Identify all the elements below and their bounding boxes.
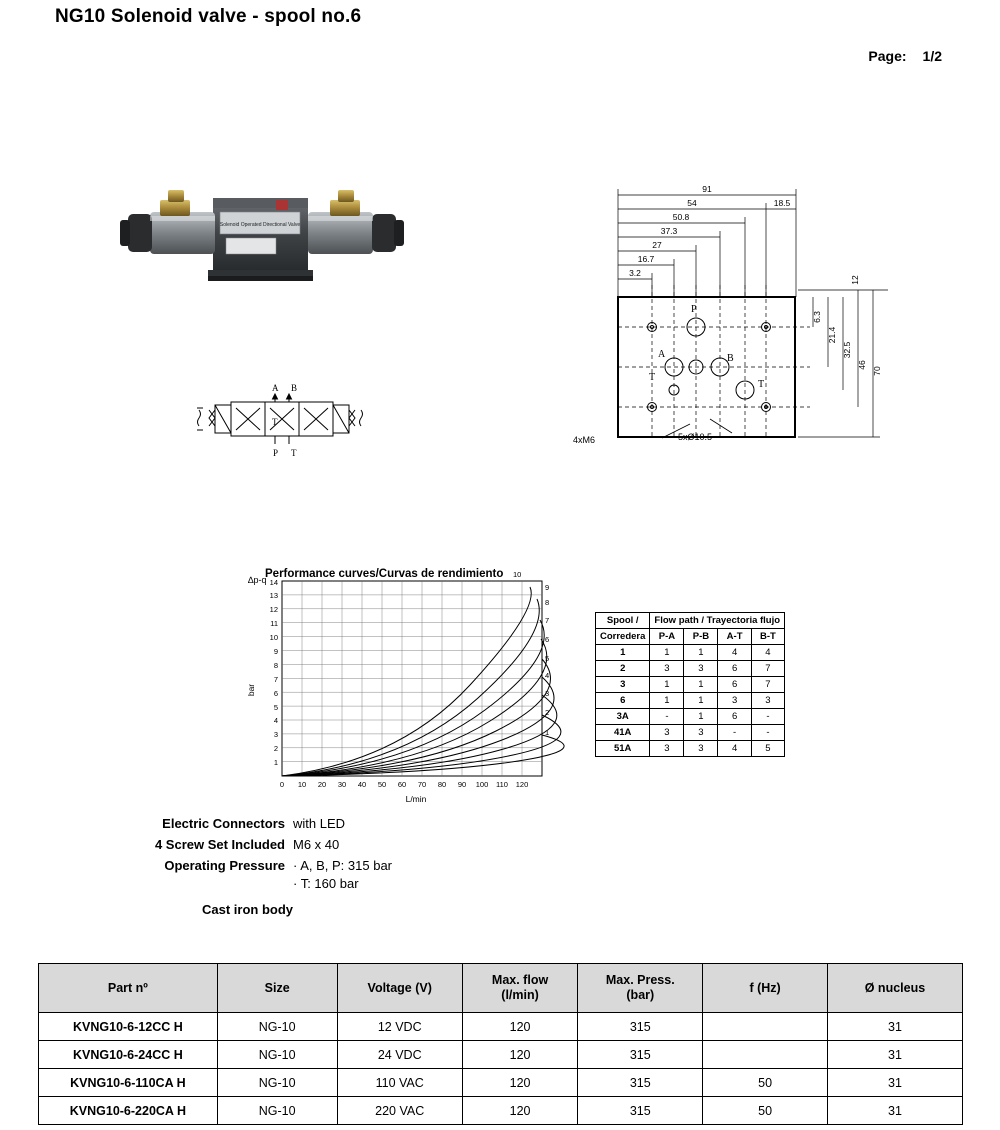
svg-text:80: 80	[437, 780, 447, 789]
parts-table-header-row	[39, 964, 963, 1013]
cell-at: 6	[718, 677, 751, 693]
col-pb: P-B	[684, 629, 718, 645]
cell-press: 315	[578, 1041, 703, 1069]
svg-text:5: 5	[545, 654, 550, 663]
cell-nucleus: 31	[827, 1041, 962, 1069]
cell-at: 6	[718, 709, 751, 725]
svg-text:50.8: 50.8	[672, 212, 690, 222]
page-number-label: Page:	[868, 48, 907, 64]
cell-size: NG-10	[217, 1041, 337, 1069]
table-row	[596, 709, 785, 725]
cell-pa: 1	[650, 693, 684, 709]
svg-text:40: 40	[357, 780, 367, 789]
svg-text:5: 5	[273, 703, 278, 712]
svg-text:100: 100	[475, 780, 489, 789]
cell-flow: 120	[462, 1069, 577, 1097]
spec-operating-pressure	[0, 857, 560, 893]
col-pa: P-A	[650, 629, 684, 645]
table-row	[39, 1041, 963, 1069]
spool-id: 1	[596, 645, 650, 661]
svg-text:T: T	[758, 379, 765, 390]
product-photo	[108, 160, 428, 285]
cell-bt: 7	[751, 661, 784, 677]
cell-pa: 1	[650, 677, 684, 693]
cell-pb: 1	[684, 709, 718, 725]
col-size: Size	[217, 964, 337, 1013]
dimension-drawing	[570, 175, 910, 445]
svg-text:12: 12	[269, 605, 278, 614]
svg-text:4xM6: 4xM6	[573, 435, 596, 445]
svg-text:2: 2	[545, 708, 550, 717]
svg-text:2: 2	[273, 744, 278, 753]
svg-text:T: T	[272, 417, 278, 427]
spec-label: Operating Pressure	[164, 858, 285, 873]
cell-pb: 1	[684, 645, 718, 661]
table-row	[596, 725, 785, 741]
cell-bt: 7	[751, 677, 784, 693]
cell-part-no: KVNG10-6-12CC H	[39, 1013, 218, 1041]
spool-header: Spool /	[596, 613, 650, 629]
svg-text:13: 13	[269, 591, 278, 600]
svg-text:12: 12	[850, 275, 860, 285]
table-row	[596, 693, 785, 709]
svg-text:3: 3	[545, 689, 550, 698]
cell-nucleus: 31	[827, 1013, 962, 1041]
svg-text:120: 120	[515, 780, 529, 789]
svg-text:110: 110	[496, 780, 508, 789]
svg-text:L/min: L/min	[405, 794, 427, 804]
cell-size: NG-10	[217, 1097, 337, 1125]
svg-text:3.2: 3.2	[629, 268, 641, 278]
spool-id: 6	[596, 693, 650, 709]
parts-table	[38, 963, 963, 1125]
spool-id: 2	[596, 661, 650, 677]
table-row	[39, 1069, 963, 1097]
spec-value-line: with LED	[293, 816, 346, 831]
svg-text:1: 1	[273, 758, 278, 767]
svg-text:27: 27	[652, 240, 662, 250]
svg-text:9: 9	[545, 583, 550, 592]
svg-text:50: 50	[377, 780, 387, 789]
cell-pb: 3	[684, 741, 718, 757]
page-number	[868, 48, 942, 64]
svg-text:B: B	[291, 383, 298, 393]
cell-at: 4	[718, 645, 751, 661]
cell-press: 315	[578, 1069, 703, 1097]
svg-text:70: 70	[417, 780, 427, 789]
svg-text:21.4: 21.4	[827, 326, 837, 344]
spool-flow-path-table	[595, 612, 785, 757]
svg-text:8: 8	[545, 598, 550, 607]
svg-text:90: 90	[457, 780, 467, 789]
cell-freq	[703, 1041, 828, 1069]
cell-pa: 1	[650, 645, 684, 661]
cell-bt: 3	[751, 693, 784, 709]
col-bt: B-T	[751, 629, 784, 645]
svg-text:6: 6	[273, 689, 278, 698]
cell-size: NG-10	[217, 1069, 337, 1097]
cell-at: 3	[718, 693, 751, 709]
cell-bt: 4	[751, 645, 784, 661]
cell-nucleus: 31	[827, 1069, 962, 1097]
cell-pa: -	[650, 709, 684, 725]
spec-value-line: · T: 160 bar	[293, 876, 359, 891]
table-row	[596, 741, 785, 757]
col-voltage: Voltage (V)	[337, 964, 462, 1013]
cell-pb: 3	[684, 725, 718, 741]
svg-text:6.3: 6.3	[812, 311, 822, 323]
svg-text:30: 30	[337, 780, 347, 789]
svg-text:11: 11	[270, 619, 278, 628]
spool-id: 51A	[596, 741, 650, 757]
svg-text:A: A	[272, 383, 279, 393]
cell-nucleus: 31	[827, 1097, 962, 1125]
cell-freq: 50	[703, 1069, 828, 1097]
cell-part-no: KVNG10-6-220CA H	[39, 1097, 218, 1125]
spec-electric-connectors	[0, 815, 560, 833]
col-at: A-T	[718, 629, 751, 645]
cell-pa: 3	[650, 725, 684, 741]
cell-part-no: KVNG10-6-110CA H	[39, 1069, 218, 1097]
svg-text:7: 7	[273, 675, 278, 684]
col-part-no: Part nº	[39, 964, 218, 1013]
svg-text:54: 54	[687, 198, 697, 208]
spec-label: 4 Screw Set Included	[154, 837, 285, 852]
svg-text:0: 0	[279, 780, 285, 789]
cell-pb: 1	[684, 693, 718, 709]
svg-text:A: A	[658, 349, 666, 360]
specifications-list	[0, 815, 560, 896]
cell-bt: -	[751, 725, 784, 741]
cell-voltage: 12 VDC	[337, 1013, 462, 1041]
svg-text:70: 70	[872, 366, 882, 376]
svg-text:91: 91	[702, 184, 712, 194]
performance-chart-title: Performance curves/Curvas de rendimiento	[265, 568, 504, 580]
svg-text:B: B	[727, 353, 734, 364]
svg-text:14: 14	[269, 578, 278, 587]
spool-subheader: Corredera	[596, 629, 650, 645]
svg-text:6: 6	[545, 635, 550, 644]
spec-value	[293, 857, 392, 893]
svg-text:4: 4	[545, 671, 550, 680]
svg-text:10: 10	[513, 570, 522, 579]
cell-at: 4	[718, 741, 751, 757]
cell-freq: 50	[703, 1097, 828, 1125]
svg-text:T: T	[291, 448, 297, 458]
performance-chart	[230, 565, 570, 810]
spec-screw-set	[0, 836, 560, 854]
spool-id: 3A	[596, 709, 650, 725]
svg-text:16.7: 16.7	[637, 254, 655, 264]
col-nucleus: Ø nucleus	[827, 964, 962, 1013]
svg-text:18.5: 18.5	[773, 198, 791, 208]
cell-size: NG-10	[217, 1013, 337, 1041]
page-title: NG10 Solenoid valve - spool no.6	[55, 6, 362, 27]
svg-text:20: 20	[317, 780, 327, 789]
page-number-value: 1/2	[922, 48, 942, 64]
cell-at: 6	[718, 661, 751, 677]
cell-bt: 5	[751, 741, 784, 757]
svg-text:3: 3	[273, 730, 278, 739]
svg-text:10: 10	[269, 633, 278, 642]
svg-text:bar: bar	[246, 683, 256, 697]
svg-text:8: 8	[273, 661, 278, 670]
cell-press: 315	[578, 1013, 703, 1041]
svg-text:32.5: 32.5	[842, 341, 852, 359]
svg-text:P: P	[273, 448, 279, 458]
cell-part-no: KVNG10-6-24CC H	[39, 1041, 218, 1069]
svg-text:P: P	[691, 304, 697, 315]
cell-pb: 3	[684, 661, 718, 677]
cell-pb: 1	[684, 677, 718, 693]
cast-iron-body-note: Cast iron body	[201, 902, 293, 917]
svg-text:60: 60	[397, 780, 407, 789]
col-max-flow: Max. flow (l/min)	[462, 964, 577, 1013]
spec-value-line: M6 x 40	[293, 837, 340, 852]
col-max-press: Max. Press. (bar)	[578, 964, 703, 1013]
spool-id: 3	[596, 677, 650, 693]
cell-flow: 120	[462, 1097, 577, 1125]
svg-text:T: T	[649, 372, 656, 383]
svg-text:∆p-q: ∆p-q	[248, 575, 267, 585]
cell-pa: 3	[650, 741, 684, 757]
cell-at: -	[718, 725, 751, 741]
svg-text:46: 46	[857, 360, 867, 370]
spec-value	[293, 815, 345, 833]
svg-text:9: 9	[273, 647, 278, 656]
cell-flow: 120	[462, 1013, 577, 1041]
cell-press: 315	[578, 1097, 703, 1125]
hydraulic-symbol-diagram	[195, 380, 370, 460]
svg-text:4: 4	[273, 716, 278, 725]
table-row	[39, 1013, 963, 1041]
col-frequency: f (Hz)	[703, 964, 828, 1013]
svg-text:Solenoid Operated Directional: Solenoid Operated Directional Valve	[219, 222, 301, 228]
cell-pa: 3	[650, 661, 684, 677]
spool-id: 41A	[596, 725, 650, 741]
svg-text:10: 10	[297, 780, 307, 789]
flowpath-header: Flow path / Trayectoria flujo	[650, 613, 785, 629]
cell-voltage: 24 VDC	[337, 1041, 462, 1069]
cell-voltage: 220 VAC	[337, 1097, 462, 1125]
svg-text:1: 1	[545, 728, 550, 737]
spec-value-line: · A, B, P: 315 bar	[293, 858, 392, 873]
table-row	[596, 645, 785, 661]
cell-bt: -	[751, 709, 784, 725]
cell-voltage: 110 VAC	[337, 1069, 462, 1097]
table-row	[596, 661, 785, 677]
svg-text:37.3: 37.3	[660, 226, 678, 236]
table-row	[39, 1097, 963, 1125]
spec-value	[293, 836, 339, 854]
svg-text:5xØ10.5: 5xØ10.5	[678, 432, 713, 442]
cell-freq	[703, 1013, 828, 1041]
svg-text:7: 7	[545, 616, 550, 625]
cell-flow: 120	[462, 1041, 577, 1069]
table-row	[596, 677, 785, 693]
spec-label: Electric Connectors	[162, 816, 285, 831]
